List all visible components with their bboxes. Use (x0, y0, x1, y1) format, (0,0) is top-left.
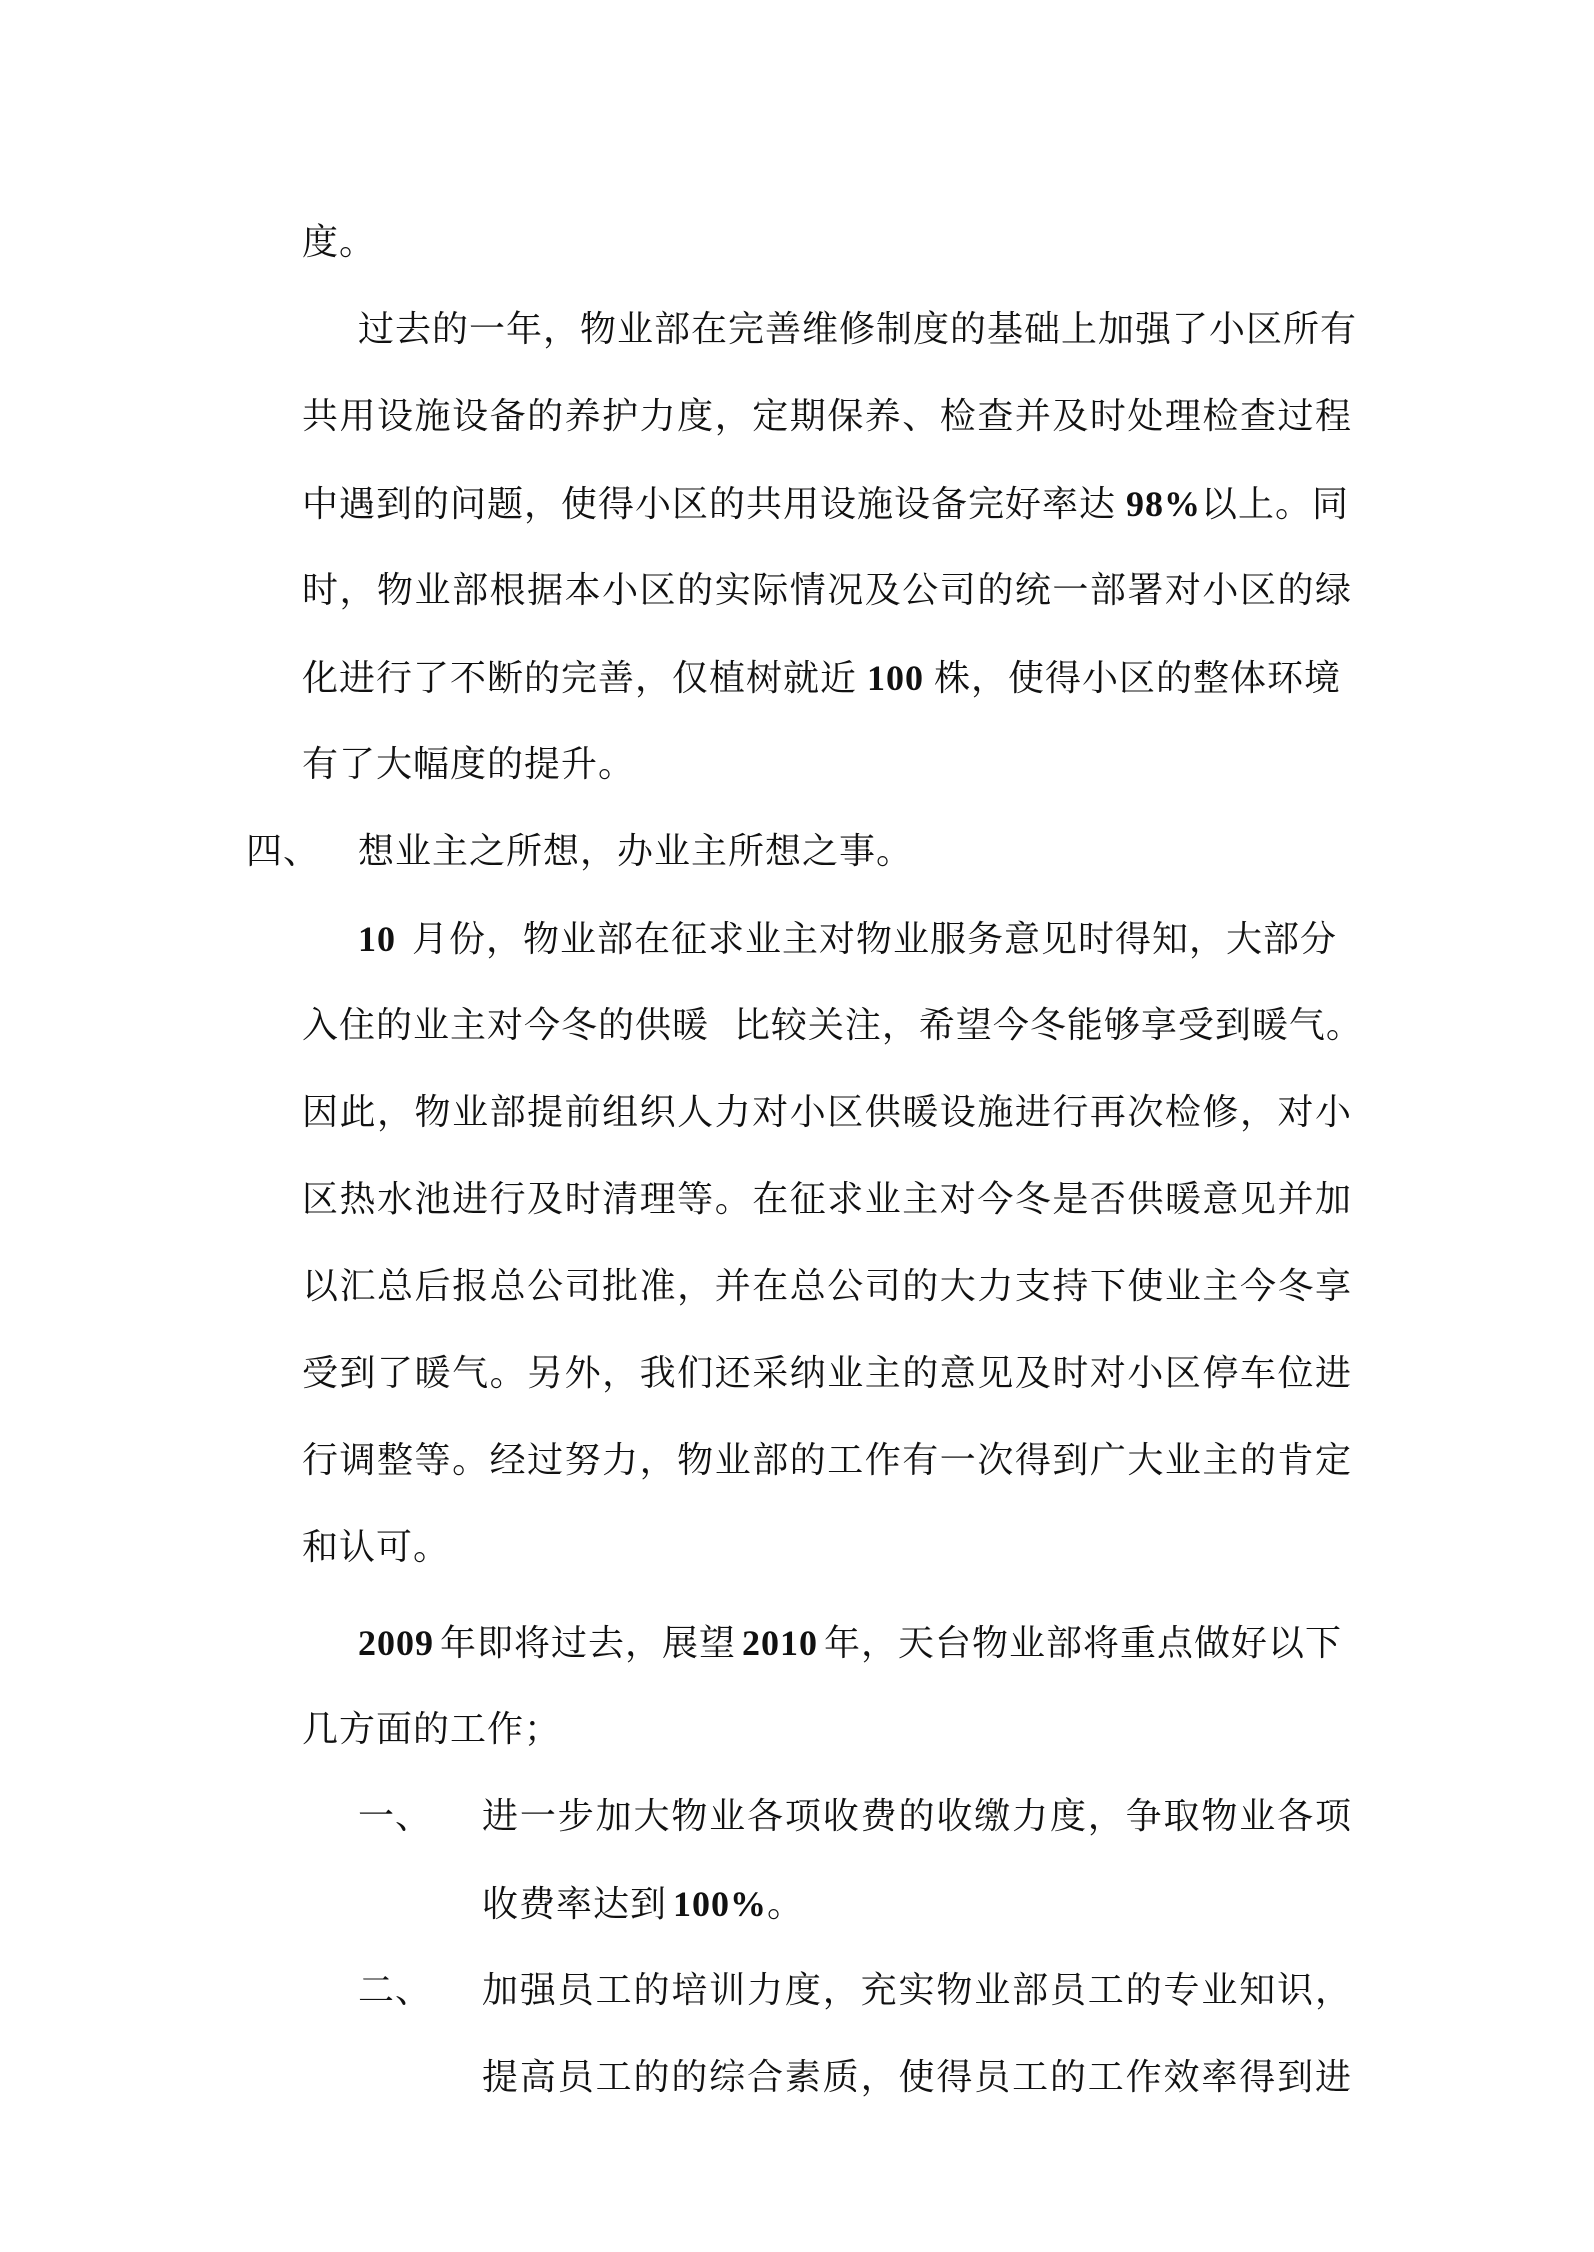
text-run: 几方面的工作； (302, 1709, 562, 1750)
paragraph-3-line-1 (358, 914, 1337, 965)
text-run: 区热水池进行及时清理等。在征求业主对今冬是否供暖意见并加 (302, 1179, 1352, 1220)
text-run: 化进行了不断的完善，仅植树就近 (302, 658, 858, 699)
text-run: 入住的业主对今冬的供暖 比较关注，希望今冬能够享受到暖气。 (302, 1005, 1363, 1046)
text-run: 受到了暖气。另外，我们还采纳业主的意见及时对小区停车位进 (302, 1353, 1352, 1394)
value-2009: 2009 (358, 1623, 434, 1663)
list-number: 二、 (358, 1970, 433, 2011)
text-run: 加强员工的培训力度，充实物业部员工的专业知识， (482, 1970, 1352, 2011)
paragraph-3-line-3 (302, 1088, 1352, 1138)
text-run: 过去的一年，物业部在完善维修制度的基础上加强了小区所有 (358, 309, 1358, 350)
list-item-2-line-2 (482, 2053, 1352, 2103)
text-run: 收费率达到 (482, 1884, 668, 1925)
list-item-2-number (358, 1966, 432, 2016)
paragraph-2-line-3 (302, 479, 1349, 530)
value-98-percent: 98% (1126, 484, 1202, 524)
list-item-1-line-1 (482, 1792, 1352, 1842)
text-run: 。 (767, 1884, 805, 1925)
text-run: 提高员工的的综合素质，使得员工的工作效率得到进 (482, 2057, 1352, 2098)
list-item-2-line-1 (482, 1966, 1352, 2016)
paragraph-3-line-8 (302, 1523, 450, 1573)
value-10-month: 10 (358, 919, 396, 959)
paragraph-2-line-4 (302, 566, 1352, 616)
text-run: 度。 (302, 222, 377, 263)
list-number: 一、 (358, 1796, 433, 1837)
paragraph-3-line-2 (302, 1001, 1363, 1051)
list-item-1-line-2 (482, 1879, 804, 1930)
section-4-number (246, 827, 320, 877)
paragraph-2-line-5 (302, 653, 1341, 704)
text-run: 年，天台物业部将重点做好以下 (824, 1623, 1343, 1664)
section-4-heading (358, 827, 913, 877)
text-run: 和认可。 (302, 1527, 451, 1568)
paragraph-3-line-4 (302, 1175, 1352, 1225)
section-heading: 想业主之所想，办业主所想之事。 (358, 831, 914, 872)
text-run: 月份，物业部在征求业主对物业服务意见时得知，大部分 (412, 919, 1338, 960)
section-number: 四、 (246, 831, 321, 872)
value-2010: 2010 (742, 1623, 819, 1663)
paragraph-3-line-5 (302, 1262, 1352, 1312)
paragraph-2-line-2 (302, 392, 1352, 442)
value-100-percent: 100% (673, 1884, 768, 1924)
paragraph-1-line-1 (302, 218, 376, 268)
text-run: 中遇到的问题，使得小区的共用设施设备完好率达 (302, 484, 1117, 525)
text-run: 进一步加大物业各项收费的收缴力度，争取物业各项 (482, 1796, 1352, 1837)
paragraph-3-line-6 (302, 1349, 1352, 1399)
value-100-trees: 100 (867, 658, 925, 698)
list-item-1-number (358, 1792, 432, 1842)
paragraph-2-line-6 (302, 740, 635, 790)
text-run: 时，物业部根据本小区的实际情况及公司的统一部署对小区的绿 (302, 570, 1352, 611)
text-run: 以上。同 (1201, 484, 1350, 525)
text-run: 共用设施设备的养护力度，定期保养、检查并及时处理检查过程 (302, 396, 1352, 437)
text-run: 株，使得小区的整体环境 (934, 658, 1342, 699)
text-run: 因此，物业部提前组织人力对小区供暖设施进行再次检修，对小 (302, 1092, 1352, 1133)
text-run: 年即将过去，展望 (440, 1623, 737, 1664)
paragraph-4-line-2 (302, 1705, 561, 1755)
paragraph-4-line-1 (358, 1618, 1342, 1669)
text-run: 以汇总后报总公司批准，并在总公司的大力支持下使业主今冬享 (302, 1266, 1352, 1307)
text-run: 行调整等。经过努力，物业部的工作有一次得到广大业主的肯定 (302, 1440, 1352, 1481)
paragraph-2-line-1 (358, 305, 1358, 355)
paragraph-3-line-7 (302, 1436, 1352, 1486)
text-run: 有了大幅度的提升。 (302, 744, 636, 785)
